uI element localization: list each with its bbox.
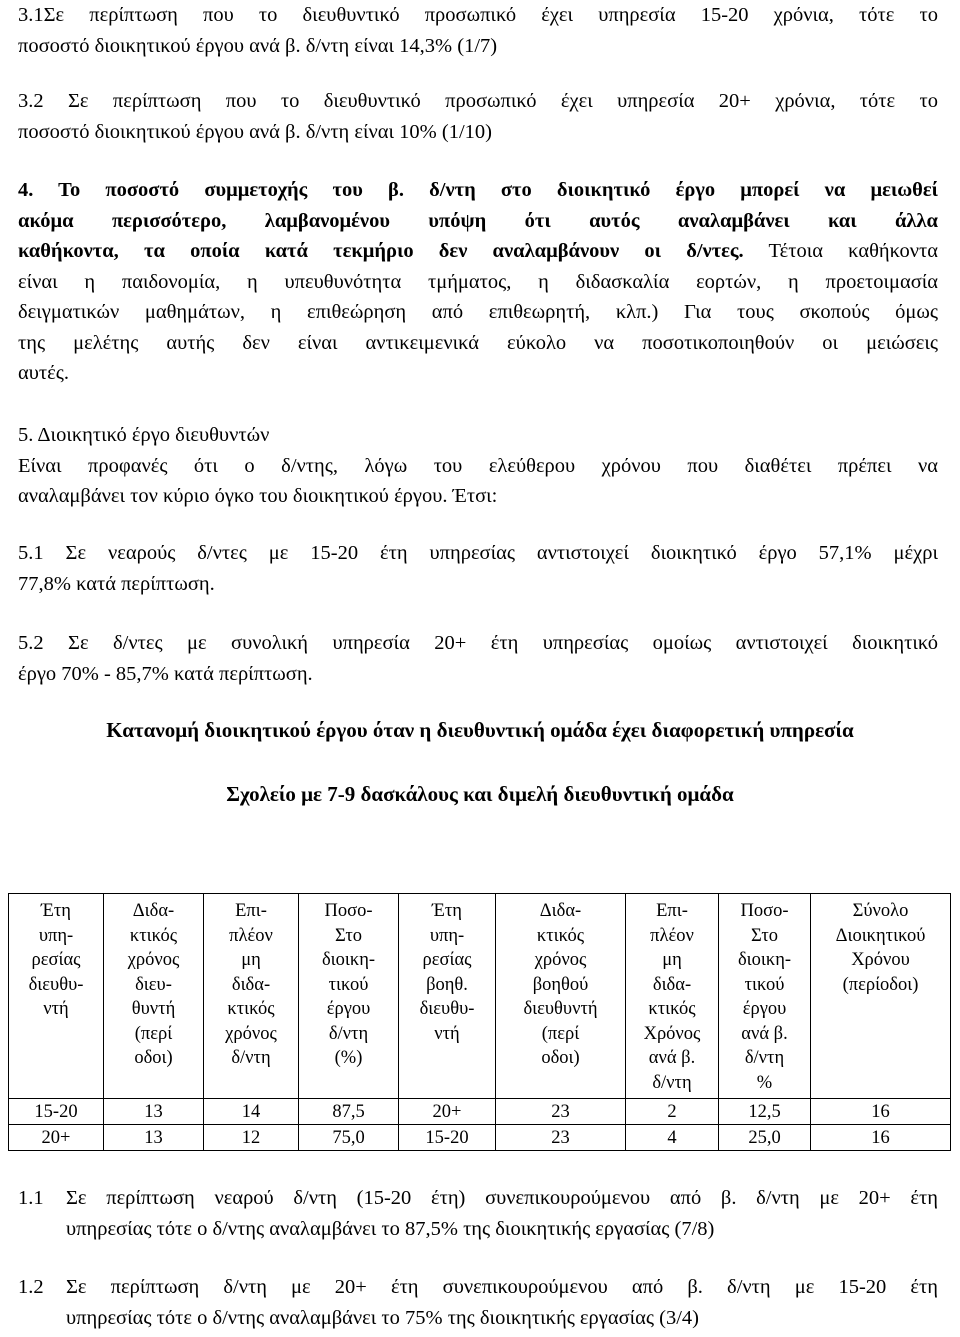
header-line: μη	[241, 950, 261, 970]
header-cell	[104, 894, 204, 1099]
table-cell: 4	[626, 1125, 719, 1151]
table-cell: 15-20	[9, 1099, 104, 1125]
header-line: διευθυ-	[419, 999, 475, 1019]
section-title: 5. Διοικητικό έργο διευθυντών	[18, 424, 270, 446]
header-line: έργου	[326, 999, 371, 1019]
header-line: ντή	[434, 1023, 460, 1044]
table-cell: 16	[811, 1125, 951, 1151]
header-cell	[204, 894, 299, 1099]
header-line: Έτη	[41, 901, 71, 921]
text-line: 77,8% κατά περίπτωση.	[18, 572, 215, 595]
header-line: ανά β.	[741, 1023, 788, 1044]
header-line: Στο	[334, 925, 363, 946]
header-line: διοικη-	[321, 950, 376, 970]
header-line: διδα-	[652, 974, 692, 995]
text-line: είναι η παιδονομία, η υπευθυνότητα τμήματος, η διδασκαλία εορτών, η προετοιμασία	[18, 270, 938, 293]
header-line: θυντή	[131, 999, 176, 1019]
text-segment: Τέτοια καθήκοντα	[743, 240, 938, 262]
note-number: 1.1	[18, 1187, 44, 1209]
header-line: Ποσο-	[324, 901, 373, 921]
header-line: Επι-	[235, 901, 267, 921]
header-line: κτικός	[536, 925, 585, 946]
header-line: βοηθ.	[426, 974, 468, 995]
table-cell: 23	[496, 1125, 626, 1151]
header-line: κτικός	[129, 925, 178, 946]
bold-text-line: ακόμα περισσότερο, λαμβανομένου υπόψη ότι αυτός αναλαμβάνει και άλλα	[18, 209, 938, 232]
header-line: βοηθού	[532, 974, 589, 995]
header-line: ρεσίας	[31, 950, 81, 970]
header-line: Στο	[750, 925, 779, 946]
header-line: Χρόνου	[851, 950, 910, 970]
table-cell: 13	[104, 1125, 204, 1151]
header-line: (περί	[541, 1023, 580, 1044]
text-line: δειγματικών μαθημάτων, η επιθεώρηση από επιθεωρητή, κλπ.) Για τους σκοπούς όμως	[18, 301, 938, 323]
header-line: κτικός	[227, 999, 275, 1019]
header-line: (περί	[134, 1023, 173, 1044]
header-line: οδοι)	[541, 1048, 580, 1068]
header-line: έργου	[742, 999, 787, 1019]
bold-text-segment: καθήκοντα, τα οποία κατά τεκμήριο δεν αναλαμβάνουν οι δ/ντες.	[18, 240, 744, 262]
text-line: ποσοστό διοικητικού έργου ανά β. δ/ντη είναι 14,3% (1/7)	[18, 34, 498, 57]
table-cell: 20+	[399, 1099, 496, 1125]
header-line: ανά β.	[648, 1048, 696, 1068]
table-row	[9, 1099, 951, 1125]
header-line: διοικη-	[737, 950, 792, 970]
header-line: οδοι)	[134, 1048, 173, 1068]
header-line: κτικός	[648, 999, 696, 1019]
table-sub-heading: Σχολείο με 7-9 δασκάλους και διμελή διευθυντική ομάδα	[226, 782, 734, 806]
table-cell: 16	[811, 1099, 951, 1125]
text-line: Σε περίπτωση δ/ντη με 20+ έτη συνεπικουρούμενου από β. δ/ντη με 15-20 έτη	[66, 1276, 938, 1298]
header-cell	[299, 894, 399, 1099]
table-cell: 2	[626, 1099, 719, 1125]
header-line: δ/ντη	[328, 1023, 369, 1044]
header-line: (περίοδοι)	[842, 974, 919, 995]
text-line: υπηρεσίας τότε ο δ/ντης αναλαμβάνει το 75% της διοικητικής εργασίας (3/4)	[66, 1307, 699, 1329]
admin-work-distribution-table	[8, 893, 951, 1151]
header-line: Έτη	[432, 901, 462, 921]
text-line: 3.2 Σε περίπτωση που το διευθυντικό προσωπικό έχει υπηρεσία 20+ χρόνια, τότε το	[18, 90, 938, 112]
table-cell: 14	[204, 1099, 299, 1125]
text-line: αυτές.	[18, 362, 69, 384]
header-line: Διδα-	[539, 901, 582, 921]
header-cell	[811, 894, 951, 1099]
header-line: %	[756, 1072, 773, 1093]
text-line: ποσοστό διοικητικού έργου ανά β. δ/ντη είναι 10% (1/10)	[18, 120, 492, 143]
table-cell: 20+	[9, 1125, 104, 1151]
text-line: της μελέτης αυτής δεν είναι αντικειμενικά εύκολο να ποσοτικοποιηθούν οι μειώσεις	[18, 331, 938, 354]
text-line: 5.1 Σε νεαρούς δ/ντες με 15-20 έτη υπηρεσίας αντιστοιχεί διοικητικό έργο 57,1% μέχρι	[18, 542, 938, 564]
table-cell: 25,0	[719, 1125, 811, 1151]
header-line: Επι-	[656, 901, 688, 921]
header-cell	[9, 894, 104, 1099]
note-number: 1.2	[18, 1276, 44, 1298]
bold-text-line: 4. Το ποσοστό συμμετοχής του β. δ/ντη στο διοικητικό έργο μπορεί να μειωθεί	[18, 179, 938, 201]
table-cell: 15-20	[399, 1125, 496, 1151]
paragraph-5-2	[18, 628, 938, 689]
header-line: Σύνολο	[852, 901, 909, 921]
text-line: Σε περίπτωση νεαρού δ/ντη (15-20 έτη) συνεπικουρούμενου από β. δ/ντη με 20+ έτη	[66, 1187, 938, 1209]
header-line: πλέον	[229, 925, 273, 946]
header-line: πλέον	[650, 925, 694, 946]
header-cell	[496, 894, 626, 1099]
table-cell: 75,0	[299, 1125, 399, 1151]
table-cell: 13	[104, 1099, 204, 1125]
paragraph-3-1	[18, 0, 938, 61]
text-line: 5.2 Σε δ/ντες με συνολική υπηρεσία 20+ έτη υπηρεσίας ομοίως αντιστοιχεί διοικητικό	[18, 632, 938, 654]
table-cell: 87,5	[299, 1099, 399, 1125]
header-line: ντή	[43, 999, 69, 1019]
header-cell	[719, 894, 811, 1099]
paragraph-5	[18, 420, 938, 512]
text-line: υπηρεσίας τότε ο δ/ντης αναλαμβάνει το 87,5% της διοικητικής εργασίας (7/8)	[66, 1218, 715, 1240]
header-cell	[399, 894, 496, 1099]
table-row	[9, 1125, 951, 1151]
header-line: διευθυ-	[28, 974, 84, 995]
header-line: τικού	[328, 974, 369, 995]
paragraph-4	[18, 175, 938, 389]
text-line: 3.1Σε περίπτωση που το διευθυντικό προσωπικό έχει υπηρεσία 15-20 χρόνια, τότε το	[18, 4, 938, 26]
header-line: Διοικητικού	[835, 925, 926, 946]
header-line: δ/ντη	[231, 1048, 271, 1068]
header-line: χρόνος	[534, 950, 587, 970]
header-line: δ/ντη	[744, 1048, 785, 1068]
text-line: έργο 70% - 85,7% κατά περίπτωση.	[18, 662, 313, 685]
header-cell	[626, 894, 719, 1099]
header-line: διδα-	[231, 974, 271, 995]
header-line: τικού	[744, 974, 785, 995]
header-line: υπη-	[38, 925, 74, 946]
header-line: ρεσίας	[422, 950, 472, 970]
header-line: δ/ντη	[652, 1072, 692, 1093]
paragraph-3-2	[18, 86, 938, 147]
header-line: διευ-	[135, 974, 172, 995]
header-line: χρόνος	[225, 1023, 277, 1044]
header-line: (%)	[334, 1048, 363, 1068]
table-cell: 23	[496, 1099, 626, 1125]
table-main-heading: Κατανομή διοικητικού έργου όταν η διευθυντική ομάδα έχει διαφορετική υπηρεσία	[106, 718, 854, 742]
header-line: μη	[662, 950, 682, 970]
header-line: Χρόνος	[643, 1023, 701, 1044]
header-line: διευθυντή	[523, 999, 598, 1019]
text-line: αναλαμβάνει τον κύριο όγκο του διοικητικού έργου. Έτσι:	[18, 485, 498, 507]
header-line: Διδα-	[132, 901, 175, 921]
paragraph-5-1	[18, 538, 938, 599]
table-cell: 12	[204, 1125, 299, 1151]
table-cell: 12,5	[719, 1099, 811, 1125]
header-line: Ποσο-	[740, 901, 789, 921]
table-header-row	[9, 894, 951, 1099]
header-line: χρόνος	[127, 950, 180, 970]
header-line: υπη-	[429, 925, 465, 946]
text-line: Είναι προφανές ότι ο δ/ντης, λόγω του ελεύθερου χρόνου που διαθέτει πρέπει να	[18, 454, 938, 477]
